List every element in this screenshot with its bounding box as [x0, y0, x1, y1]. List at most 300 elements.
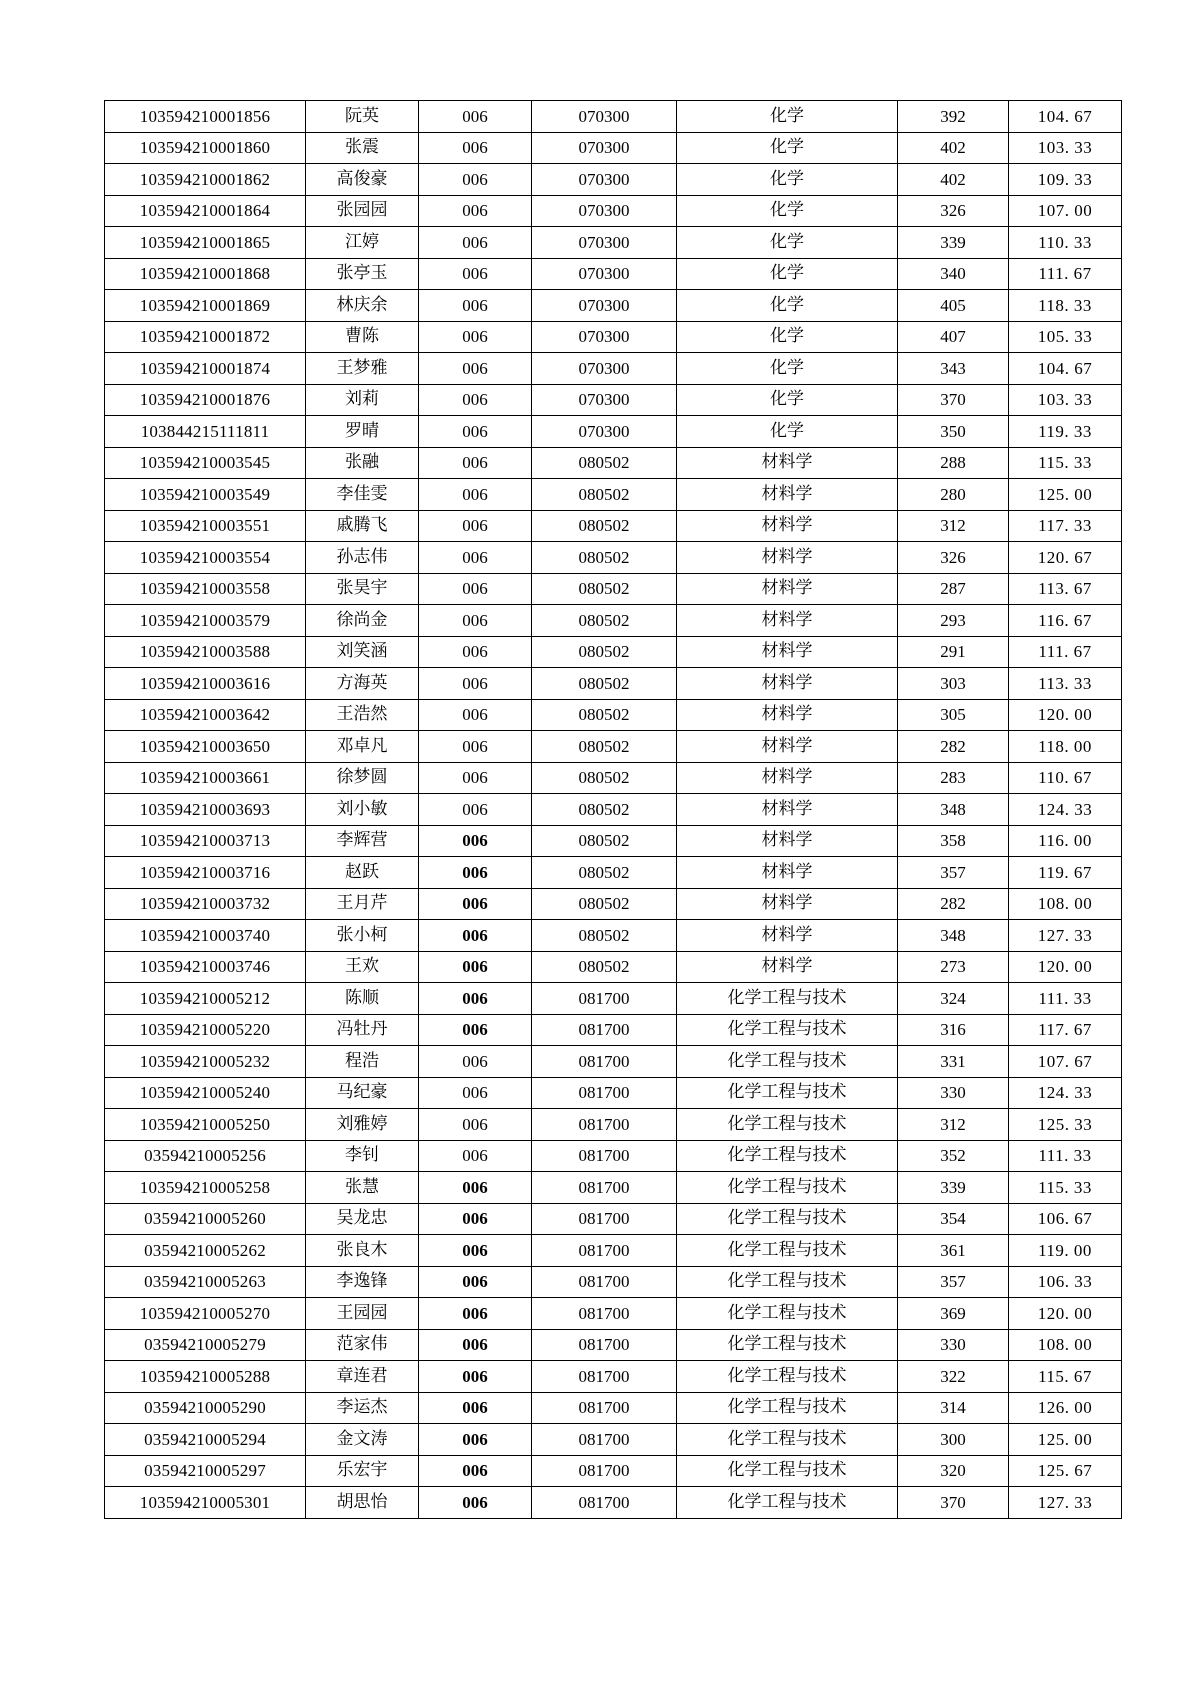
major-name-cell: 化学工程与技术 [677, 1424, 898, 1456]
retest-score-cell: 116. 67 [1009, 605, 1122, 637]
initial-score-cell: 312 [898, 510, 1009, 542]
initial-score-cell: 326 [898, 542, 1009, 574]
college-code-cell: 006 [419, 920, 532, 952]
major-code-cell: 080502 [532, 762, 677, 794]
table-row [105, 762, 1122, 794]
major-name-cell: 化学工程与技术 [677, 1392, 898, 1424]
candidate-id-cell: 03594210005256 [105, 1140, 306, 1172]
college-code-cell: 006 [419, 762, 532, 794]
college-code-cell: 006 [419, 857, 532, 889]
major-code-cell: 070300 [532, 290, 677, 322]
major-name-cell: 材料学 [677, 510, 898, 542]
major-code-cell: 080502 [532, 668, 677, 700]
retest-score-cell: 119. 00 [1009, 1235, 1122, 1267]
candidate-name-cell: 张园园 [306, 195, 419, 227]
college-code-cell: 006 [419, 1235, 532, 1267]
major-code-cell: 070300 [532, 416, 677, 448]
candidate-name-cell: 罗晴 [306, 416, 419, 448]
college-code-cell: 006 [419, 1455, 532, 1487]
major-name-cell: 材料学 [677, 447, 898, 479]
candidate-id-cell: 103594210005270 [105, 1298, 306, 1330]
major-code-cell: 080502 [532, 479, 677, 511]
initial-score-cell: 370 [898, 384, 1009, 416]
initial-score-cell: 405 [898, 290, 1009, 322]
initial-score-cell: 340 [898, 258, 1009, 290]
major-code-cell: 080502 [532, 888, 677, 920]
initial-score-cell: 330 [898, 1077, 1009, 1109]
major-name-cell: 化学 [677, 353, 898, 385]
major-name-cell: 化学工程与技术 [677, 983, 898, 1015]
major-name-cell: 材料学 [677, 573, 898, 605]
retest-score-cell: 103. 33 [1009, 132, 1122, 164]
retest-score-cell: 113. 67 [1009, 573, 1122, 605]
table-row [105, 888, 1122, 920]
college-code-cell: 006 [419, 825, 532, 857]
college-code-cell: 006 [419, 195, 532, 227]
initial-score-cell: 287 [898, 573, 1009, 605]
table-row [105, 699, 1122, 731]
table-row [105, 1203, 1122, 1235]
college-code-cell: 006 [419, 1329, 532, 1361]
retest-score-cell: 111. 67 [1009, 636, 1122, 668]
initial-score-cell: 392 [898, 101, 1009, 133]
major-name-cell: 化学工程与技术 [677, 1298, 898, 1330]
major-name-cell: 材料学 [677, 920, 898, 952]
major-code-cell: 080502 [532, 825, 677, 857]
retest-score-cell: 125. 67 [1009, 1455, 1122, 1487]
candidate-id-cell: 103594210003732 [105, 888, 306, 920]
table-row [105, 1361, 1122, 1393]
candidate-id-cell: 03594210005290 [105, 1392, 306, 1424]
candidate-name-cell: 张良木 [306, 1235, 419, 1267]
major-name-cell: 化学工程与技术 [677, 1361, 898, 1393]
major-name-cell: 材料学 [677, 731, 898, 763]
candidate-name-cell: 高俊豪 [306, 164, 419, 196]
major-name-cell: 化学工程与技术 [677, 1046, 898, 1078]
candidate-name-cell: 阮英 [306, 101, 419, 133]
table-row [105, 1140, 1122, 1172]
candidate-id-cell: 103594210001868 [105, 258, 306, 290]
candidate-id-cell: 103594210003545 [105, 447, 306, 479]
retest-score-cell: 127. 33 [1009, 920, 1122, 952]
major-name-cell: 化学工程与技术 [677, 1203, 898, 1235]
candidate-name-cell: 张融 [306, 447, 419, 479]
retest-score-cell: 103. 33 [1009, 384, 1122, 416]
retest-score-cell: 124. 33 [1009, 1077, 1122, 1109]
major-name-cell: 化学 [677, 227, 898, 259]
major-code-cell: 081700 [532, 1298, 677, 1330]
major-name-cell: 化学工程与技术 [677, 1455, 898, 1487]
initial-score-cell: 293 [898, 605, 1009, 637]
retest-score-cell: 108. 00 [1009, 888, 1122, 920]
retest-score-cell: 108. 00 [1009, 1329, 1122, 1361]
major-name-cell: 材料学 [677, 699, 898, 731]
major-code-cell: 080502 [532, 447, 677, 479]
candidate-id-cell: 103594210003558 [105, 573, 306, 605]
initial-score-cell: 402 [898, 132, 1009, 164]
major-code-cell: 081700 [532, 1014, 677, 1046]
table-row [105, 1487, 1122, 1519]
initial-score-cell: 273 [898, 951, 1009, 983]
candidate-name-cell: 赵跃 [306, 857, 419, 889]
college-code-cell: 006 [419, 1361, 532, 1393]
retest-score-cell: 124. 33 [1009, 794, 1122, 826]
candidate-name-cell: 张震 [306, 132, 419, 164]
initial-score-cell: 331 [898, 1046, 1009, 1078]
major-code-cell: 081700 [532, 1329, 677, 1361]
candidate-name-cell: 刘小敏 [306, 794, 419, 826]
major-name-cell: 化学工程与技术 [677, 1077, 898, 1109]
major-code-cell: 070300 [532, 353, 677, 385]
initial-score-cell: 282 [898, 888, 1009, 920]
college-code-cell: 006 [419, 636, 532, 668]
initial-score-cell: 305 [898, 699, 1009, 731]
major-code-cell: 081700 [532, 1235, 677, 1267]
major-name-cell: 化学 [677, 132, 898, 164]
major-code-cell: 081700 [532, 1266, 677, 1298]
candidate-id-cell: 103594210005240 [105, 1077, 306, 1109]
candidate-name-cell: 乐宏宇 [306, 1455, 419, 1487]
major-code-cell: 081700 [532, 1109, 677, 1141]
major-name-cell: 化学 [677, 101, 898, 133]
candidate-name-cell: 冯牡丹 [306, 1014, 419, 1046]
major-code-cell: 081700 [532, 1203, 677, 1235]
table-row [105, 1455, 1122, 1487]
candidate-id-cell: 103594210003746 [105, 951, 306, 983]
initial-score-cell: 343 [898, 353, 1009, 385]
major-name-cell: 化学工程与技术 [677, 1109, 898, 1141]
college-code-cell: 006 [419, 1424, 532, 1456]
candidate-name-cell: 金文涛 [306, 1424, 419, 1456]
major-name-cell: 材料学 [677, 794, 898, 826]
candidate-id-cell: 103594210003716 [105, 857, 306, 889]
major-code-cell: 080502 [532, 636, 677, 668]
major-name-cell: 化学 [677, 164, 898, 196]
table-row [105, 1424, 1122, 1456]
candidate-id-cell: 103594210001874 [105, 353, 306, 385]
candidate-id-cell: 103594210005301 [105, 1487, 306, 1519]
candidate-name-cell: 孙志伟 [306, 542, 419, 574]
table-row [105, 1077, 1122, 1109]
retest-score-cell: 107. 67 [1009, 1046, 1122, 1078]
table-row [105, 857, 1122, 889]
college-code-cell: 006 [419, 479, 532, 511]
college-code-cell: 006 [419, 1140, 532, 1172]
admission-roster-table [104, 100, 1122, 1519]
table-row [105, 416, 1122, 448]
candidate-id-cell: 103594210001865 [105, 227, 306, 259]
table-row [105, 573, 1122, 605]
candidate-id-cell: 103594210001876 [105, 384, 306, 416]
retest-score-cell: 111. 67 [1009, 258, 1122, 290]
initial-score-cell: 283 [898, 762, 1009, 794]
initial-score-cell: 352 [898, 1140, 1009, 1172]
major-code-cell: 080502 [532, 794, 677, 826]
college-code-cell: 006 [419, 258, 532, 290]
major-code-cell: 081700 [532, 1077, 677, 1109]
candidate-id-cell: 103594210003693 [105, 794, 306, 826]
candidate-id-cell: 103594210001869 [105, 290, 306, 322]
retest-score-cell: 109. 33 [1009, 164, 1122, 196]
retest-score-cell: 125. 00 [1009, 1424, 1122, 1456]
candidate-id-cell: 103594210003549 [105, 479, 306, 511]
table-row [105, 951, 1122, 983]
candidate-name-cell: 王欢 [306, 951, 419, 983]
college-code-cell: 006 [419, 1392, 532, 1424]
table-row [105, 353, 1122, 385]
table-row [105, 132, 1122, 164]
major-code-cell: 070300 [532, 101, 677, 133]
initial-score-cell: 348 [898, 794, 1009, 826]
retest-score-cell: 120. 67 [1009, 542, 1122, 574]
college-code-cell: 006 [419, 321, 532, 353]
retest-score-cell: 111. 33 [1009, 983, 1122, 1015]
candidate-name-cell: 王园园 [306, 1298, 419, 1330]
major-name-cell: 化学 [677, 384, 898, 416]
table-row [105, 227, 1122, 259]
retest-score-cell: 120. 00 [1009, 1298, 1122, 1330]
candidate-name-cell: 张昊宇 [306, 573, 419, 605]
retest-score-cell: 115. 67 [1009, 1361, 1122, 1393]
candidate-id-cell: 103844215111811 [105, 416, 306, 448]
major-name-cell: 化学 [677, 195, 898, 227]
major-code-cell: 070300 [532, 132, 677, 164]
table-row [105, 542, 1122, 574]
initial-score-cell: 354 [898, 1203, 1009, 1235]
college-code-cell: 006 [419, 101, 532, 133]
major-code-cell: 080502 [532, 857, 677, 889]
candidate-name-cell: 范家伟 [306, 1329, 419, 1361]
candidate-name-cell: 方海英 [306, 668, 419, 700]
table-row [105, 384, 1122, 416]
candidate-name-cell: 陈顺 [306, 983, 419, 1015]
candidate-name-cell: 徐梦圆 [306, 762, 419, 794]
retest-score-cell: 120. 00 [1009, 951, 1122, 983]
table-row [105, 195, 1122, 227]
candidate-id-cell: 103594210001860 [105, 132, 306, 164]
major-code-cell: 070300 [532, 164, 677, 196]
initial-score-cell: 288 [898, 447, 1009, 479]
major-code-cell: 081700 [532, 983, 677, 1015]
candidate-id-cell: 103594210001872 [105, 321, 306, 353]
retest-score-cell: 126. 00 [1009, 1392, 1122, 1424]
major-code-cell: 080502 [532, 510, 677, 542]
retest-score-cell: 110. 33 [1009, 227, 1122, 259]
candidate-id-cell: 103594210005258 [105, 1172, 306, 1204]
retest-score-cell: 119. 67 [1009, 857, 1122, 889]
retest-score-cell: 107. 00 [1009, 195, 1122, 227]
major-code-cell: 070300 [532, 195, 677, 227]
college-code-cell: 006 [419, 1172, 532, 1204]
candidate-id-cell: 103594210003579 [105, 605, 306, 637]
candidate-name-cell: 徐尚金 [306, 605, 419, 637]
candidate-id-cell: 03594210005263 [105, 1266, 306, 1298]
major-code-cell: 080502 [532, 731, 677, 763]
retest-score-cell: 104. 67 [1009, 101, 1122, 133]
retest-score-cell: 111. 33 [1009, 1140, 1122, 1172]
candidate-name-cell: 王月芹 [306, 888, 419, 920]
candidate-id-cell: 103594210003661 [105, 762, 306, 794]
major-name-cell: 化学 [677, 290, 898, 322]
candidate-name-cell: 李钊 [306, 1140, 419, 1172]
college-code-cell: 006 [419, 510, 532, 542]
table-row [105, 1266, 1122, 1298]
retest-score-cell: 117. 33 [1009, 510, 1122, 542]
major-name-cell: 材料学 [677, 825, 898, 857]
retest-score-cell: 106. 33 [1009, 1266, 1122, 1298]
college-code-cell: 006 [419, 1077, 532, 1109]
candidate-id-cell: 103594210001864 [105, 195, 306, 227]
major-code-cell: 080502 [532, 951, 677, 983]
college-code-cell: 006 [419, 573, 532, 605]
table-row [105, 920, 1122, 952]
major-name-cell: 化学工程与技术 [677, 1140, 898, 1172]
major-code-cell: 081700 [532, 1455, 677, 1487]
retest-score-cell: 115. 33 [1009, 1172, 1122, 1204]
college-code-cell: 006 [419, 1014, 532, 1046]
major-code-cell: 080502 [532, 920, 677, 952]
initial-score-cell: 324 [898, 983, 1009, 1015]
retest-score-cell: 106. 67 [1009, 1203, 1122, 1235]
candidate-name-cell: 王梦雅 [306, 353, 419, 385]
major-code-cell: 070300 [532, 258, 677, 290]
candidate-id-cell: 103594210003551 [105, 510, 306, 542]
major-name-cell: 材料学 [677, 951, 898, 983]
retest-score-cell: 113. 33 [1009, 668, 1122, 700]
retest-score-cell: 116. 00 [1009, 825, 1122, 857]
table-row [105, 983, 1122, 1015]
major-name-cell: 材料学 [677, 762, 898, 794]
candidate-id-cell: 103594210005250 [105, 1109, 306, 1141]
college-code-cell: 006 [419, 1266, 532, 1298]
candidate-id-cell: 03594210005260 [105, 1203, 306, 1235]
candidate-id-cell: 103594210003740 [105, 920, 306, 952]
major-name-cell: 材料学 [677, 888, 898, 920]
candidate-id-cell: 103594210003642 [105, 699, 306, 731]
candidate-name-cell: 李辉营 [306, 825, 419, 857]
table-row [105, 1109, 1122, 1141]
college-code-cell: 006 [419, 1298, 532, 1330]
initial-score-cell: 357 [898, 1266, 1009, 1298]
major-name-cell: 化学工程与技术 [677, 1266, 898, 1298]
college-code-cell: 006 [419, 888, 532, 920]
college-code-cell: 006 [419, 699, 532, 731]
retest-score-cell: 110. 67 [1009, 762, 1122, 794]
major-code-cell: 081700 [532, 1172, 677, 1204]
college-code-cell: 006 [419, 353, 532, 385]
initial-score-cell: 361 [898, 1235, 1009, 1267]
college-code-cell: 006 [419, 132, 532, 164]
candidate-name-cell: 李运杰 [306, 1392, 419, 1424]
college-code-cell: 006 [419, 416, 532, 448]
college-code-cell: 006 [419, 951, 532, 983]
college-code-cell: 006 [419, 983, 532, 1015]
initial-score-cell: 312 [898, 1109, 1009, 1141]
major-code-cell: 070300 [532, 384, 677, 416]
table-row [105, 101, 1122, 133]
retest-score-cell: 119. 33 [1009, 416, 1122, 448]
major-code-cell: 080502 [532, 605, 677, 637]
candidate-id-cell: 103594210005288 [105, 1361, 306, 1393]
major-name-cell: 材料学 [677, 857, 898, 889]
table-row [105, 1392, 1122, 1424]
initial-score-cell: 316 [898, 1014, 1009, 1046]
major-code-cell: 081700 [532, 1392, 677, 1424]
candidate-name-cell: 刘雅婷 [306, 1109, 419, 1141]
candidate-name-cell: 张小柯 [306, 920, 419, 952]
candidate-id-cell: 103594210005220 [105, 1014, 306, 1046]
major-name-cell: 化学 [677, 321, 898, 353]
retest-score-cell: 118. 00 [1009, 731, 1122, 763]
initial-score-cell: 291 [898, 636, 1009, 668]
major-name-cell: 化学工程与技术 [677, 1487, 898, 1519]
candidate-name-cell: 邓卓凡 [306, 731, 419, 763]
table-row [105, 479, 1122, 511]
college-code-cell: 006 [419, 227, 532, 259]
candidate-name-cell: 李逸锋 [306, 1266, 419, 1298]
retest-score-cell: 104. 67 [1009, 353, 1122, 385]
table-row [105, 1172, 1122, 1204]
table-row [105, 1014, 1122, 1046]
table-row [105, 731, 1122, 763]
initial-score-cell: 358 [898, 825, 1009, 857]
initial-score-cell: 370 [898, 1487, 1009, 1519]
retest-score-cell: 127. 33 [1009, 1487, 1122, 1519]
major-name-cell: 化学 [677, 416, 898, 448]
initial-score-cell: 348 [898, 920, 1009, 952]
major-code-cell: 081700 [532, 1140, 677, 1172]
major-name-cell: 化学工程与技术 [677, 1014, 898, 1046]
retest-score-cell: 105. 33 [1009, 321, 1122, 353]
initial-score-cell: 326 [898, 195, 1009, 227]
retest-score-cell: 117. 67 [1009, 1014, 1122, 1046]
table-row [105, 290, 1122, 322]
major-name-cell: 材料学 [677, 636, 898, 668]
retest-score-cell: 118. 33 [1009, 290, 1122, 322]
table-row [105, 258, 1122, 290]
initial-score-cell: 407 [898, 321, 1009, 353]
table-row [105, 1329, 1122, 1361]
major-name-cell: 材料学 [677, 668, 898, 700]
candidate-name-cell: 吴龙忠 [306, 1203, 419, 1235]
table-row [105, 605, 1122, 637]
table-row [105, 164, 1122, 196]
major-name-cell: 材料学 [677, 479, 898, 511]
initial-score-cell: 303 [898, 668, 1009, 700]
major-name-cell: 化学工程与技术 [677, 1235, 898, 1267]
candidate-id-cell: 103594210003650 [105, 731, 306, 763]
candidate-id-cell: 103594210005212 [105, 983, 306, 1015]
major-code-cell: 070300 [532, 321, 677, 353]
initial-score-cell: 314 [898, 1392, 1009, 1424]
college-code-cell: 006 [419, 605, 532, 637]
candidate-name-cell: 曹陈 [306, 321, 419, 353]
college-code-cell: 006 [419, 1487, 532, 1519]
candidate-id-cell: 03594210005294 [105, 1424, 306, 1456]
table-row [105, 668, 1122, 700]
retest-score-cell: 115. 33 [1009, 447, 1122, 479]
college-code-cell: 006 [419, 384, 532, 416]
initial-score-cell: 350 [898, 416, 1009, 448]
major-name-cell: 材料学 [677, 542, 898, 574]
retest-score-cell: 120. 00 [1009, 699, 1122, 731]
candidate-name-cell: 刘莉 [306, 384, 419, 416]
initial-score-cell: 369 [898, 1298, 1009, 1330]
candidate-id-cell: 103594210003588 [105, 636, 306, 668]
initial-score-cell: 330 [898, 1329, 1009, 1361]
major-code-cell: 081700 [532, 1046, 677, 1078]
college-code-cell: 006 [419, 731, 532, 763]
